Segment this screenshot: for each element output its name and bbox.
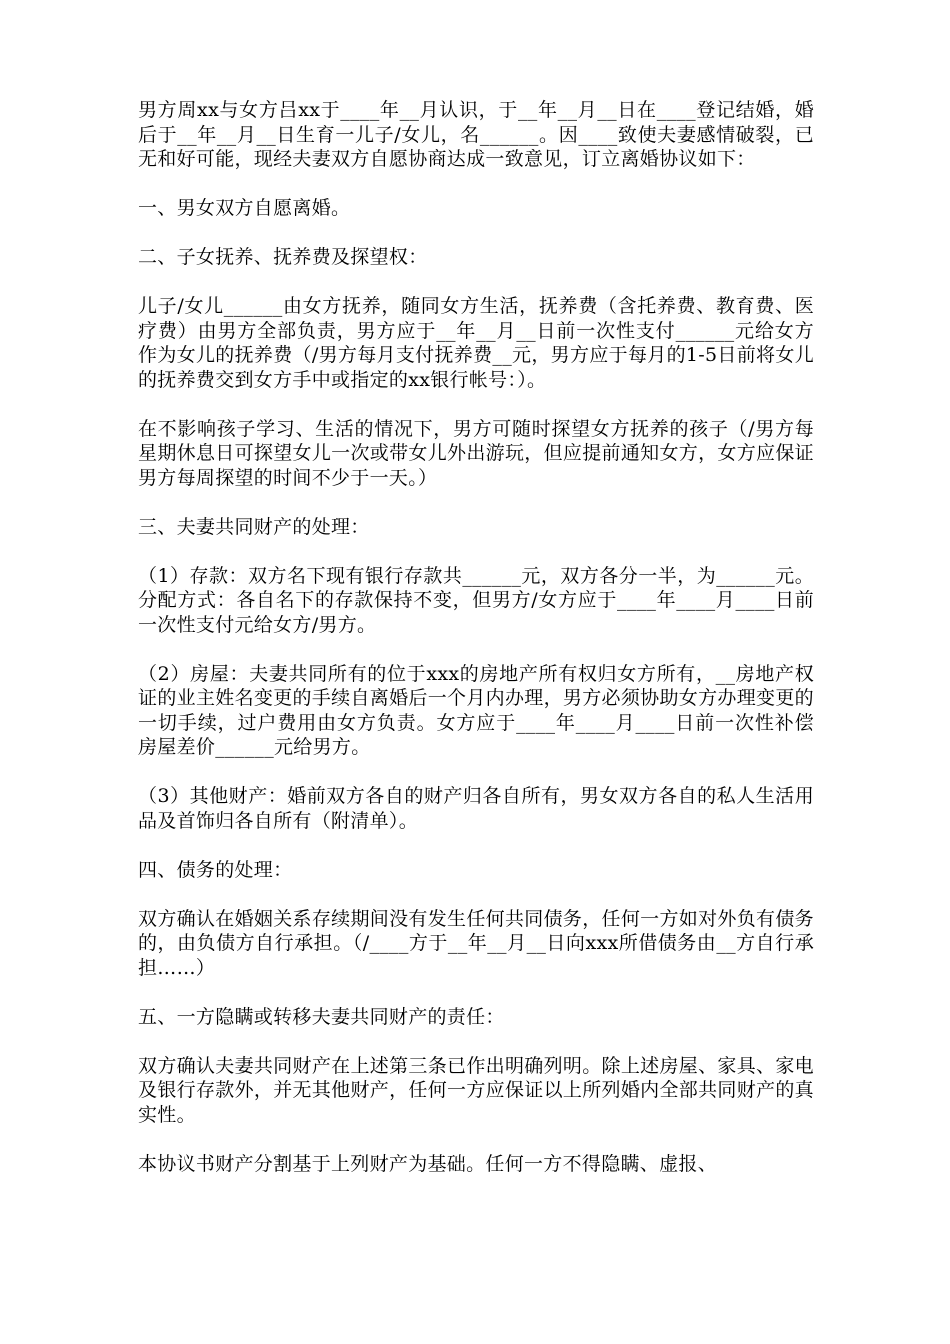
- paragraph-visitation: 在不影响孩子学习、生活的情况下，男方可随时探望女方抚养的孩子（/男方每星期休息日可探望女儿一次或带女儿外出游玩，但应提前通知女方，女方应保证男方每周探望的时间不少于一天。）: [138, 417, 814, 489]
- paragraph-property-basis: 本协议书财产分割基于上列财产为基础。任何一方不得隐瞒、虚报、: [138, 1152, 718, 1175]
- paragraph-housing: （2）房屋：夫妻共同所有的位于xxx的房地产所有权归女方所有，__房地产权证的业主姓名变更的手续自离婚后一个月内办理，男方必须协助女方办理变更的一切手续，过户费用由女方负责。女方应于____年____月____日前一次性补偿房屋差价______元给男方。: [138, 662, 814, 758]
- section-heading-1: 一、男女双方自愿离婚。: [138, 197, 351, 219]
- paragraph-child-support: 儿子/女儿______由女方抚养，随同女方生活，抚养费（含托养费、教育费、医疗费）由男方全部负责，男方应于__年__月__日前一次性支付______元给女方作为女儿的抚养费（/男方每月支付抚养费__元，男方应于每月的1-5日前将女儿的抚养费交到女方手中或指定的xx银行帐号：）。: [138, 295, 814, 391]
- section-heading-5: 五、一方隐瞒或转移夫妻共同财产的责任：: [138, 1005, 505, 1028]
- paragraph-property-confirmation: 双方确认夫妻共同财产在上述第三条已作出明确列明。除上述房屋、家具、家电及银行存款外，并无其他财产，任何一方应保证以上所列婚内全部共同财产的真实性。: [138, 1054, 814, 1126]
- paragraph-other-property: （3）其他财产：婚前双方各自的财产归各自所有，男女双方各自的私人生活用品及首饰归各自所有（附清单）。: [138, 785, 814, 832]
- section-heading-4: 四、债务的处理：: [138, 858, 293, 881]
- document-body: [138, 98, 814, 1201]
- section-heading-2: 二、子女抚养、抚养费及探望权：: [138, 246, 428, 268]
- section-heading-3: 三、夫妻共同财产的处理：: [138, 515, 370, 538]
- paragraph-debts: 双方确认在婚姻关系存续期间没有发生任何共同债务，任何一方如对外负有债务的，由负债方自行承担。（/____方于__年__月__日向xxx所借债务由__方自行承担……）: [138, 907, 814, 979]
- paragraph-deposits: （1）存款：双方名下现有银行存款共______元，双方各分一半，为______元。分配方式：各自名下的存款保持不变，但男方/女方应于____年____月____日前一次性支付元给女方/男方。: [138, 564, 814, 636]
- paragraph-intro: 男方周xx与女方吕xx于____年__月认识，于__年__月__日在____登记结婚，婚后于__年__月__日生育一儿子/女儿，名______。因____致使夫妻感情破裂，已无和好可能，现经夫妻双方自愿协商达成一致意见，订立离婚协议如下：: [138, 99, 814, 170]
